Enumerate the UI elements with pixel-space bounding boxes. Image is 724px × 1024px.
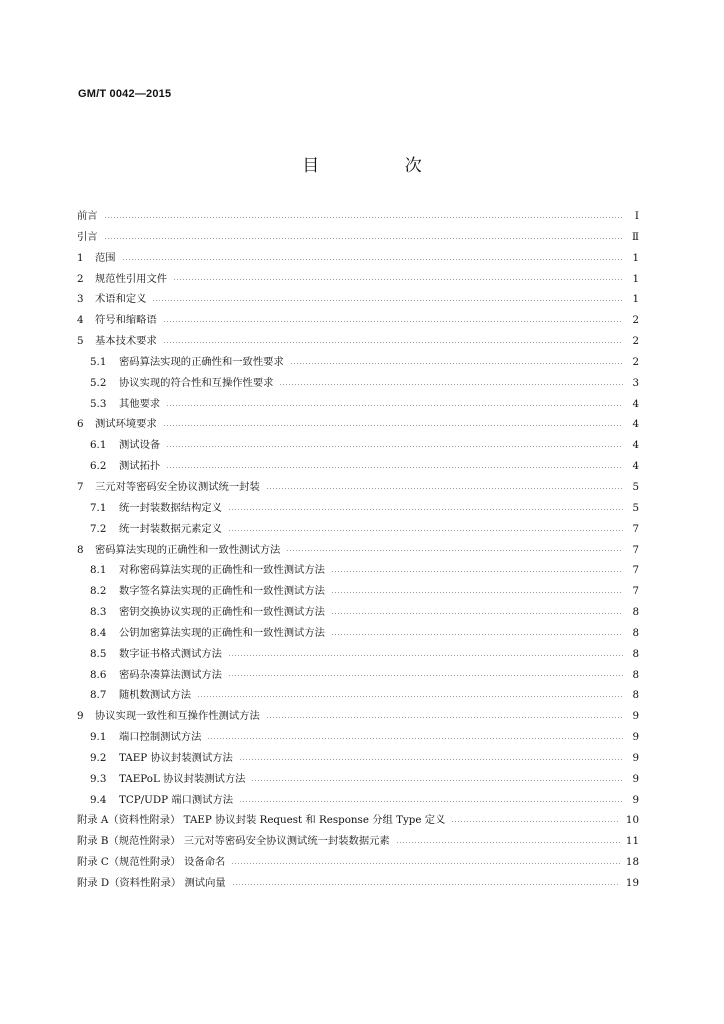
toc-entry-title: 附录 B（规范性附录） 三元对等密码安全协议测试统一封装数据元素: [77, 835, 390, 848]
toc-entry-title: 其他要求: [119, 397, 161, 410]
table-of-contents: [77, 206, 639, 894]
toc-entry[interactable]: [77, 810, 639, 831]
toc-entry[interactable]: [77, 498, 639, 519]
toc-entry-number: 9.2: [90, 751, 107, 764]
toc-entry-page: 9: [632, 710, 639, 723]
toc-entry-number: 9.4: [90, 793, 107, 806]
toc-entry[interactable]: [77, 769, 639, 790]
toc-entry-title: 测试拓扑: [119, 460, 161, 473]
toc-entry[interactable]: [77, 748, 639, 769]
toc-entry-page: 10: [625, 814, 639, 827]
toc-entry-title: 对称密码算法实现的正确性和一致性测试方法: [119, 564, 325, 577]
toc-entry-page: 2: [632, 355, 639, 368]
toc-entry-number: 6: [77, 418, 84, 431]
toc-entry-title: 密钥交换协议实现的正确性和一致性测试方法: [119, 606, 325, 619]
toc-dot-leader: [228, 509, 623, 510]
toc-dot-leader: [163, 321, 623, 322]
toc-entry-title: 协议实现一致性和互操作性测试方法: [95, 710, 260, 723]
toc-entry[interactable]: [77, 540, 639, 561]
toc-entry-number: 5.1: [90, 355, 107, 368]
toc-dot-leader: [104, 238, 623, 239]
toc-dot-leader: [396, 842, 620, 843]
toc-entry[interactable]: [77, 560, 639, 581]
page-title: 目 次: [302, 156, 462, 176]
toc-dot-leader: [163, 342, 623, 343]
toc-entry[interactable]: [77, 310, 639, 331]
toc-entry[interactable]: [77, 331, 639, 352]
toc-entry-number: 4: [77, 314, 84, 327]
toc-entry-page: 8: [632, 606, 639, 619]
toc-entry-number: 3: [77, 293, 84, 306]
document-code: GM/T 0042—2015: [78, 88, 172, 100]
toc-entry-number: 9.1: [90, 731, 107, 744]
toc-dot-leader: [451, 821, 620, 822]
toc-dot-leader: [331, 634, 623, 635]
toc-dot-leader: [173, 279, 623, 280]
toc-entry-number: 6.1: [90, 439, 107, 452]
toc-entry[interactable]: [77, 852, 639, 873]
toc-entry-number: 8.6: [90, 668, 107, 681]
toc-entry-page: 7: [632, 564, 639, 577]
toc-entry[interactable]: [77, 623, 639, 644]
toc-entry-number: 2: [77, 272, 84, 285]
toc-entry-page: 7: [632, 522, 639, 535]
toc-dot-leader: [122, 259, 623, 260]
toc-entry-title: 附录 A（资料性附录） TAEP 协议封装 Request 和 Response 分组 Type 定义: [77, 814, 446, 827]
toc-entry-number: 7: [77, 480, 84, 493]
toc-entry-title: 附录 D（资料性附录） 测试向量: [77, 877, 226, 889]
toc-entry-title: 密码杂凑算法测试方法: [119, 668, 222, 681]
toc-entry-title: 数字证书格式测试方法: [119, 647, 222, 660]
toc-dot-leader: [152, 300, 623, 301]
toc-entry-page: 8: [632, 647, 639, 660]
toc-dot-leader: [228, 530, 623, 531]
toc-entry[interactable]: [77, 727, 639, 748]
toc-entry-page: 4: [632, 397, 639, 410]
toc-entry-page: 3: [632, 376, 639, 389]
toc-entry-title: 规范性引用文件: [95, 272, 168, 285]
toc-entry-title: 三元对等密码安全协议测试统一封装: [95, 480, 260, 493]
toc-entry-title: 统一封装数据元素定义: [119, 522, 222, 535]
toc-entry-page: Ⅰ: [634, 210, 639, 222]
toc-entry-page: 19: [625, 877, 639, 889]
toc-entry-title: 范围: [95, 251, 116, 264]
toc-entry[interactable]: [77, 602, 639, 623]
toc-entry[interactable]: [77, 665, 639, 686]
toc-entry-title: 随机数测试方法: [119, 689, 192, 702]
toc-entry[interactable]: [77, 477, 639, 498]
toc-entry-title: TAEPoL 协议封装测试方法: [119, 772, 246, 785]
toc-entry-page: 1: [632, 251, 639, 264]
toc-entry[interactable]: [77, 227, 639, 248]
toc-entry-title: 公钥加密算法实现的正确性和一致性测试方法: [119, 626, 325, 639]
toc-dot-leader: [207, 738, 623, 739]
toc-entry-number: 8: [77, 543, 84, 556]
toc-entry-number: 8.7: [90, 689, 107, 702]
toc-entry-number: 8.4: [90, 626, 107, 639]
toc-entry-page: 4: [632, 460, 639, 473]
toc-dot-leader: [286, 550, 623, 551]
toc-entry-page: 1: [632, 272, 639, 285]
toc-entry-page: 18: [625, 856, 639, 869]
toc-entry-page: 4: [632, 418, 639, 431]
toc-entry[interactable]: [77, 519, 639, 540]
toc-entry-page: 7: [632, 585, 639, 598]
toc-entry-number: 5: [77, 335, 84, 348]
toc-entry-title: 基本技术要求: [95, 335, 157, 348]
toc-entry-number: 5.2: [90, 376, 107, 389]
toc-dot-leader: [239, 801, 623, 802]
toc-entry-page: 9: [632, 772, 639, 785]
toc-entry-title: 测试环境要求: [95, 418, 157, 431]
toc-entry[interactable]: [77, 790, 639, 811]
toc-entry-title: 前言: [77, 210, 98, 222]
toc-entry-title: 密码算法实现的正确性和一致性要求: [119, 355, 284, 368]
toc-dot-leader: [266, 717, 623, 718]
toc-entry-title: 附录 C（规范性附录） 设备命名: [77, 856, 226, 869]
toc-entry[interactable]: [77, 873, 639, 894]
toc-entry[interactable]: [77, 706, 639, 727]
toc-entry[interactable]: [77, 644, 639, 665]
toc-entry-page: 2: [632, 335, 639, 348]
toc-dot-leader: [251, 780, 623, 781]
toc-entry[interactable]: [77, 373, 639, 394]
toc-dot-leader: [166, 467, 623, 468]
toc-entry[interactable]: [77, 269, 639, 290]
toc-entry[interactable]: [77, 456, 639, 477]
toc-entry-page: 9: [632, 731, 639, 744]
toc-entry[interactable]: [77, 394, 639, 415]
toc-entry[interactable]: [77, 414, 639, 435]
toc-entry[interactable]: [77, 352, 639, 373]
toc-dot-leader: [232, 884, 620, 885]
toc-entry-page: 1: [632, 293, 639, 306]
toc-dot-leader: [104, 217, 623, 218]
toc-entry-number: 8.5: [90, 647, 107, 660]
toc-entry-page: 11: [625, 835, 639, 848]
toc-entry[interactable]: [77, 831, 639, 852]
toc-entry-number: 8.3: [90, 606, 107, 619]
toc-entry-number: 6.2: [90, 460, 107, 473]
toc-entry-page: 7: [632, 543, 639, 556]
toc-entry-title: 端口控制测试方法: [119, 731, 202, 744]
toc-dot-leader: [331, 571, 623, 572]
toc-entry-number: 8.1: [90, 564, 107, 577]
toc-dot-leader: [239, 759, 623, 760]
toc-dot-leader: [266, 488, 623, 489]
toc-entry-number: 7.1: [90, 501, 107, 514]
toc-entry-title: TAEP 协议封装测试方法: [119, 751, 233, 764]
toc-entry-title: 符号和缩略语: [95, 314, 157, 327]
toc-entry-title: 术语和定义: [95, 293, 147, 306]
toc-entry-title: 协议实现的符合性和互操作性要求: [119, 376, 274, 389]
toc-dot-leader: [331, 613, 623, 614]
toc-entry-title: 引言: [77, 230, 98, 243]
toc-entry-page: 5: [632, 501, 639, 514]
toc-dot-leader: [290, 363, 623, 364]
toc-entry-number: 7.2: [90, 522, 107, 535]
toc-entry[interactable]: [77, 435, 639, 456]
toc-entry[interactable]: [77, 248, 639, 269]
toc-entry-page: 2: [632, 314, 639, 327]
toc-entry-page: 8: [632, 689, 639, 702]
toc-dot-leader: [197, 696, 623, 697]
toc-entry-number: 1: [77, 251, 84, 264]
toc-dot-leader: [228, 675, 623, 676]
toc-entry[interactable]: [77, 581, 639, 602]
toc-entry-title: TCP/UDP 端口测试方法: [119, 793, 234, 806]
toc-entry-number: 8.2: [90, 585, 107, 598]
toc-entry-page: 4: [632, 439, 639, 452]
toc-entry-number: 9.3: [90, 772, 107, 785]
toc-entry-number: 5.3: [90, 397, 107, 410]
toc-entry-page: 8: [632, 626, 639, 639]
toc-entry-title: 密码算法实现的正确性和一致性测试方法: [95, 543, 281, 556]
toc-dot-leader: [166, 405, 623, 406]
toc-entry[interactable]: [77, 206, 639, 227]
toc-entry-page: 9: [632, 751, 639, 764]
toc-dot-leader: [279, 384, 623, 385]
toc-entry-page: 9: [632, 793, 639, 806]
toc-dot-leader: [331, 592, 623, 593]
toc-dot-leader: [231, 863, 620, 864]
toc-entry-page: 5: [632, 480, 639, 493]
toc-entry-page: Ⅱ: [632, 230, 639, 243]
toc-entry-number: 9: [77, 710, 84, 723]
toc-dot-leader: [166, 446, 623, 447]
toc-entry[interactable]: [77, 289, 639, 310]
toc-entry-title: 统一封装数据结构定义: [119, 501, 222, 514]
toc-entry[interactable]: [77, 685, 639, 706]
toc-entry-page: 8: [632, 668, 639, 681]
toc-entry-title: 测试设备: [119, 439, 161, 452]
toc-dot-leader: [228, 655, 623, 656]
toc-entry-title: 数字签名算法实现的正确性和一致性测试方法: [119, 585, 325, 598]
toc-dot-leader: [163, 425, 623, 426]
